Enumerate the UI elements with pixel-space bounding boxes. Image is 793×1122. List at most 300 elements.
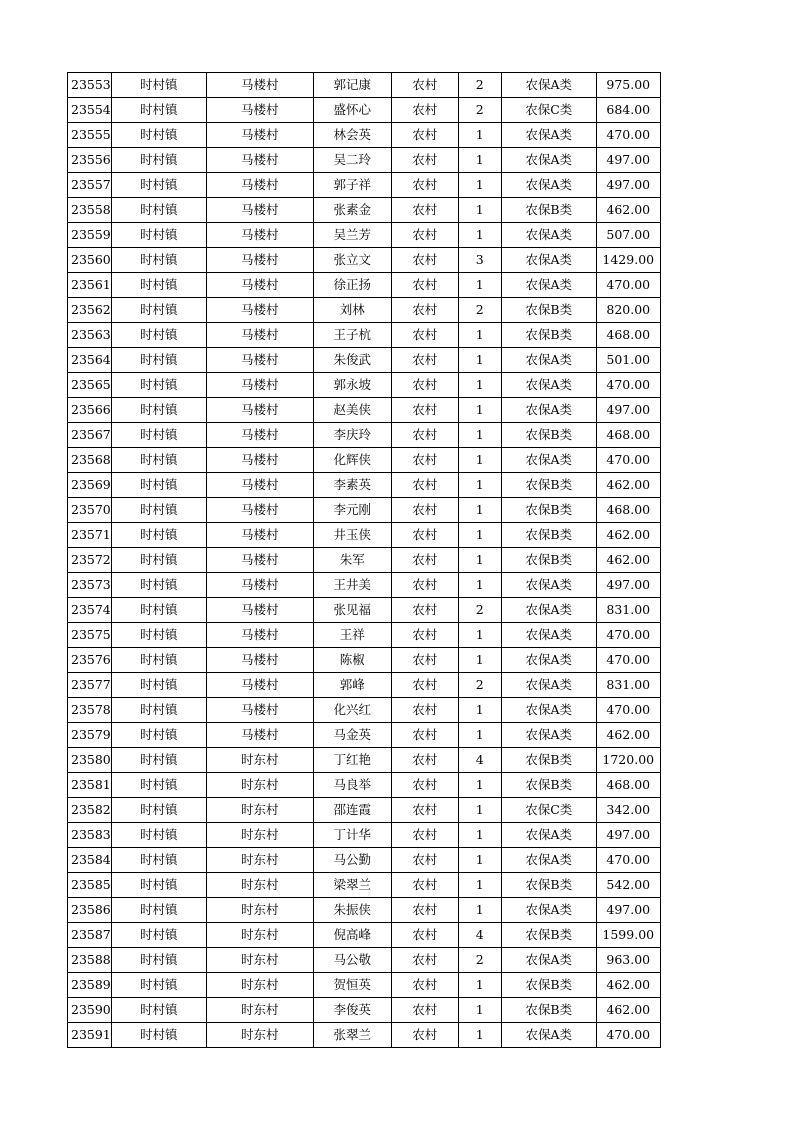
cell-category: 农保A类 xyxy=(501,1023,596,1048)
cell-area-type: 农村 xyxy=(391,998,458,1023)
cell-record-id: 23567 xyxy=(68,423,112,448)
cell-area-type: 农村 xyxy=(391,623,458,648)
cell-household-count: 1 xyxy=(458,573,501,598)
cell-area-type: 农村 xyxy=(391,323,458,348)
cell-household-count: 2 xyxy=(458,298,501,323)
cell-area-type: 农村 xyxy=(391,373,458,398)
cell-household-count: 1 xyxy=(458,648,501,673)
cell-amount: 542.00 xyxy=(596,873,660,898)
cell-village: 马楼村 xyxy=(206,673,313,698)
cell-record-id: 23557 xyxy=(68,173,112,198)
cell-household-count: 1 xyxy=(458,873,501,898)
cell-village: 马楼村 xyxy=(206,323,313,348)
cell-town: 时村镇 xyxy=(111,348,206,373)
cell-village: 时东村 xyxy=(206,973,313,998)
cell-amount: 462.00 xyxy=(596,548,660,573)
cell-category: 农保A类 xyxy=(501,673,596,698)
cell-name: 王井美 xyxy=(313,573,391,598)
cell-household-count: 1 xyxy=(458,373,501,398)
cell-village: 时东村 xyxy=(206,948,313,973)
table-row xyxy=(68,73,661,98)
cell-category: 农保A类 xyxy=(501,123,596,148)
cell-category: 农保A类 xyxy=(501,723,596,748)
cell-town: 时村镇 xyxy=(111,323,206,348)
cell-village: 马楼村 xyxy=(206,523,313,548)
cell-area-type: 农村 xyxy=(391,823,458,848)
cell-area-type: 农村 xyxy=(391,173,458,198)
cell-category: 农保B类 xyxy=(501,548,596,573)
cell-amount: 497.00 xyxy=(596,573,660,598)
cell-household-count: 2 xyxy=(458,98,501,123)
cell-amount: 470.00 xyxy=(596,623,660,648)
cell-name: 李元刚 xyxy=(313,498,391,523)
cell-name: 张立文 xyxy=(313,248,391,273)
cell-amount: 468.00 xyxy=(596,423,660,448)
cell-category: 农保A类 xyxy=(501,448,596,473)
cell-name: 徐正扬 xyxy=(313,273,391,298)
cell-category: 农保B类 xyxy=(501,923,596,948)
cell-area-type: 农村 xyxy=(391,673,458,698)
cell-area-type: 农村 xyxy=(391,73,458,98)
cell-category: 农保A类 xyxy=(501,398,596,423)
cell-village: 时东村 xyxy=(206,848,313,873)
cell-category: 农保A类 xyxy=(501,348,596,373)
cell-village: 时东村 xyxy=(206,1023,313,1048)
cell-town: 时村镇 xyxy=(111,923,206,948)
cell-area-type: 农村 xyxy=(391,748,458,773)
cell-record-id: 23585 xyxy=(68,873,112,898)
cell-amount: 497.00 xyxy=(596,898,660,923)
cell-name: 李素英 xyxy=(313,473,391,498)
cell-area-type: 农村 xyxy=(391,923,458,948)
cell-household-count: 1 xyxy=(458,123,501,148)
cell-area-type: 农村 xyxy=(391,898,458,923)
cell-record-id: 23587 xyxy=(68,923,112,948)
table-row xyxy=(68,648,661,673)
cell-amount: 470.00 xyxy=(596,848,660,873)
table-row xyxy=(68,623,661,648)
cell-amount: 497.00 xyxy=(596,173,660,198)
cell-name: 郭记康 xyxy=(313,73,391,98)
cell-town: 时村镇 xyxy=(111,298,206,323)
table-row xyxy=(68,948,661,973)
cell-name: 郭峰 xyxy=(313,673,391,698)
cell-household-count: 1 xyxy=(458,173,501,198)
cell-household-count: 1 xyxy=(458,548,501,573)
cell-household-count: 1 xyxy=(458,473,501,498)
cell-town: 时村镇 xyxy=(111,648,206,673)
cell-household-count: 1 xyxy=(458,723,501,748)
cell-record-id: 23565 xyxy=(68,373,112,398)
cell-name: 朱军 xyxy=(313,548,391,573)
cell-town: 时村镇 xyxy=(111,998,206,1023)
cell-area-type: 农村 xyxy=(391,448,458,473)
cell-name: 邵连霞 xyxy=(313,798,391,823)
cell-town: 时村镇 xyxy=(111,798,206,823)
cell-category: 农保B类 xyxy=(501,523,596,548)
cell-category: 农保B类 xyxy=(501,973,596,998)
table-row xyxy=(68,373,661,398)
cell-village: 马楼村 xyxy=(206,448,313,473)
cell-village: 马楼村 xyxy=(206,298,313,323)
cell-name: 贺恒英 xyxy=(313,973,391,998)
cell-town: 时村镇 xyxy=(111,148,206,173)
cell-area-type: 农村 xyxy=(391,598,458,623)
cell-category: 农保A类 xyxy=(501,223,596,248)
cell-area-type: 农村 xyxy=(391,973,458,998)
cell-name: 马公敬 xyxy=(313,948,391,973)
cell-household-count: 1 xyxy=(458,773,501,798)
cell-household-count: 1 xyxy=(458,848,501,873)
cell-category: 农保A类 xyxy=(501,898,596,923)
cell-town: 时村镇 xyxy=(111,623,206,648)
cell-category: 农保B类 xyxy=(501,323,596,348)
cell-amount: 831.00 xyxy=(596,598,660,623)
cell-household-count: 1 xyxy=(458,398,501,423)
cell-village: 时东村 xyxy=(206,873,313,898)
cell-household-count: 1 xyxy=(458,998,501,1023)
cell-record-id: 23582 xyxy=(68,798,112,823)
table-row xyxy=(68,498,661,523)
cell-household-count: 1 xyxy=(458,523,501,548)
cell-area-type: 农村 xyxy=(391,548,458,573)
cell-amount: 462.00 xyxy=(596,473,660,498)
table-row xyxy=(68,723,661,748)
cell-category: 农保B类 xyxy=(501,748,596,773)
cell-amount: 470.00 xyxy=(596,648,660,673)
cell-name: 王祥 xyxy=(313,623,391,648)
cell-category: 农保B类 xyxy=(501,298,596,323)
cell-village: 马楼村 xyxy=(206,223,313,248)
cell-name: 吴二玲 xyxy=(313,148,391,173)
cell-household-count: 1 xyxy=(458,273,501,298)
cell-name: 李俊英 xyxy=(313,998,391,1023)
cell-household-count: 2 xyxy=(458,598,501,623)
cell-category: 农保B类 xyxy=(501,198,596,223)
cell-category: 农保C类 xyxy=(501,98,596,123)
cell-amount: 1720.00 xyxy=(596,748,660,773)
table-row xyxy=(68,123,661,148)
cell-name: 朱俊武 xyxy=(313,348,391,373)
cell-village: 马楼村 xyxy=(206,73,313,98)
cell-name: 郭子祥 xyxy=(313,173,391,198)
cell-name: 马良举 xyxy=(313,773,391,798)
cell-town: 时村镇 xyxy=(111,1023,206,1048)
cell-village: 马楼村 xyxy=(206,423,313,448)
cell-record-id: 23568 xyxy=(68,448,112,473)
table-row xyxy=(68,173,661,198)
cell-household-count: 1 xyxy=(458,498,501,523)
cell-record-id: 23584 xyxy=(68,848,112,873)
cell-village: 马楼村 xyxy=(206,148,313,173)
cell-household-count: 1 xyxy=(458,623,501,648)
cell-household-count: 1 xyxy=(458,148,501,173)
cell-amount: 963.00 xyxy=(596,948,660,973)
cell-town: 时村镇 xyxy=(111,573,206,598)
cell-record-id: 23574 xyxy=(68,598,112,623)
table-row xyxy=(68,873,661,898)
cell-category: 农保A类 xyxy=(501,698,596,723)
table-row xyxy=(68,298,661,323)
cell-village: 时东村 xyxy=(206,998,313,1023)
cell-amount: 820.00 xyxy=(596,298,660,323)
cell-town: 时村镇 xyxy=(111,698,206,723)
cell-record-id: 23573 xyxy=(68,573,112,598)
cell-town: 时村镇 xyxy=(111,948,206,973)
cell-amount: 468.00 xyxy=(596,498,660,523)
cell-category: 农保B类 xyxy=(501,773,596,798)
cell-record-id: 23581 xyxy=(68,773,112,798)
cell-town: 时村镇 xyxy=(111,398,206,423)
table-row xyxy=(68,473,661,498)
table-row xyxy=(68,598,661,623)
cell-record-id: 23579 xyxy=(68,723,112,748)
cell-village: 马楼村 xyxy=(206,498,313,523)
cell-amount: 497.00 xyxy=(596,823,660,848)
cell-category: 农保B类 xyxy=(501,498,596,523)
cell-record-id: 23554 xyxy=(68,98,112,123)
cell-village: 马楼村 xyxy=(206,248,313,273)
cell-record-id: 23564 xyxy=(68,348,112,373)
cell-village: 时东村 xyxy=(206,748,313,773)
table-row xyxy=(68,1023,661,1048)
cell-category: 农保B类 xyxy=(501,998,596,1023)
cell-town: 时村镇 xyxy=(111,598,206,623)
table-row xyxy=(68,848,661,873)
cell-area-type: 农村 xyxy=(391,848,458,873)
cell-household-count: 3 xyxy=(458,248,501,273)
cell-name: 马金英 xyxy=(313,723,391,748)
cell-record-id: 23570 xyxy=(68,498,112,523)
table-row xyxy=(68,823,661,848)
cell-amount: 1599.00 xyxy=(596,923,660,948)
cell-town: 时村镇 xyxy=(111,823,206,848)
cell-town: 时村镇 xyxy=(111,373,206,398)
table-row xyxy=(68,323,661,348)
cell-amount: 462.00 xyxy=(596,523,660,548)
cell-record-id: 23555 xyxy=(68,123,112,148)
cell-area-type: 农村 xyxy=(391,423,458,448)
cell-village: 马楼村 xyxy=(206,173,313,198)
cell-category: 农保A类 xyxy=(501,173,596,198)
cell-village: 时东村 xyxy=(206,798,313,823)
cell-record-id: 23569 xyxy=(68,473,112,498)
cell-name: 倪高峰 xyxy=(313,923,391,948)
table-row xyxy=(68,748,661,773)
table-row xyxy=(68,673,661,698)
cell-village: 马楼村 xyxy=(206,348,313,373)
cell-household-count: 2 xyxy=(458,73,501,98)
cell-area-type: 农村 xyxy=(391,648,458,673)
cell-area-type: 农村 xyxy=(391,98,458,123)
cell-area-type: 农村 xyxy=(391,798,458,823)
cell-village: 马楼村 xyxy=(206,648,313,673)
cell-area-type: 农村 xyxy=(391,1023,458,1048)
cell-village: 时东村 xyxy=(206,773,313,798)
table-row xyxy=(68,348,661,373)
table-row xyxy=(68,223,661,248)
cell-town: 时村镇 xyxy=(111,448,206,473)
cell-area-type: 农村 xyxy=(391,198,458,223)
cell-town: 时村镇 xyxy=(111,273,206,298)
cell-household-count: 1 xyxy=(458,823,501,848)
cell-record-id: 23588 xyxy=(68,948,112,973)
cell-area-type: 农村 xyxy=(391,873,458,898)
cell-name: 丁红艳 xyxy=(313,748,391,773)
cell-amount: 470.00 xyxy=(596,1023,660,1048)
cell-amount: 501.00 xyxy=(596,348,660,373)
cell-town: 时村镇 xyxy=(111,98,206,123)
table-row xyxy=(68,573,661,598)
cell-name: 张素金 xyxy=(313,198,391,223)
cell-household-count: 1 xyxy=(458,223,501,248)
cell-name: 王子杭 xyxy=(313,323,391,348)
table-row xyxy=(68,898,661,923)
cell-record-id: 23571 xyxy=(68,523,112,548)
cell-household-count: 1 xyxy=(458,698,501,723)
table-row xyxy=(68,248,661,273)
cell-household-count: 1 xyxy=(458,798,501,823)
cell-area-type: 农村 xyxy=(391,298,458,323)
cell-area-type: 农村 xyxy=(391,523,458,548)
cell-area-type: 农村 xyxy=(391,473,458,498)
cell-category: 农保A类 xyxy=(501,848,596,873)
cell-town: 时村镇 xyxy=(111,723,206,748)
cell-area-type: 农村 xyxy=(391,223,458,248)
cell-area-type: 农村 xyxy=(391,398,458,423)
cell-town: 时村镇 xyxy=(111,748,206,773)
cell-household-count: 4 xyxy=(458,923,501,948)
cell-amount: 975.00 xyxy=(596,73,660,98)
cell-town: 时村镇 xyxy=(111,223,206,248)
cell-name: 盛怀心 xyxy=(313,98,391,123)
cell-amount: 462.00 xyxy=(596,723,660,748)
cell-village: 马楼村 xyxy=(206,598,313,623)
cell-village: 马楼村 xyxy=(206,98,313,123)
cell-record-id: 23558 xyxy=(68,198,112,223)
cell-name: 化辉侠 xyxy=(313,448,391,473)
cell-town: 时村镇 xyxy=(111,673,206,698)
cell-area-type: 农村 xyxy=(391,573,458,598)
cell-household-count: 4 xyxy=(458,748,501,773)
cell-name: 吴兰芳 xyxy=(313,223,391,248)
cell-amount: 342.00 xyxy=(596,798,660,823)
table-row xyxy=(68,773,661,798)
cell-household-count: 1 xyxy=(458,348,501,373)
cell-amount: 462.00 xyxy=(596,973,660,998)
cell-amount: 470.00 xyxy=(596,698,660,723)
cell-household-count: 1 xyxy=(458,323,501,348)
cell-household-count: 2 xyxy=(458,673,501,698)
cell-town: 时村镇 xyxy=(111,973,206,998)
cell-category: 农保A类 xyxy=(501,648,596,673)
table-row xyxy=(68,998,661,1023)
cell-name: 李庆玲 xyxy=(313,423,391,448)
cell-name: 林会英 xyxy=(313,123,391,148)
cell-town: 时村镇 xyxy=(111,473,206,498)
table-row xyxy=(68,273,661,298)
cell-record-id: 23561 xyxy=(68,273,112,298)
cell-town: 时村镇 xyxy=(111,123,206,148)
cell-town: 时村镇 xyxy=(111,498,206,523)
cell-town: 时村镇 xyxy=(111,73,206,98)
cell-town: 时村镇 xyxy=(111,198,206,223)
cell-category: 农保A类 xyxy=(501,823,596,848)
cell-village: 马楼村 xyxy=(206,473,313,498)
table-row xyxy=(68,98,661,123)
cell-town: 时村镇 xyxy=(111,248,206,273)
cell-name: 张翠兰 xyxy=(313,1023,391,1048)
cell-household-count: 1 xyxy=(458,973,501,998)
cell-record-id: 23583 xyxy=(68,823,112,848)
cell-amount: 507.00 xyxy=(596,223,660,248)
cell-area-type: 农村 xyxy=(391,348,458,373)
cell-village: 马楼村 xyxy=(206,573,313,598)
cell-town: 时村镇 xyxy=(111,423,206,448)
table-row xyxy=(68,423,661,448)
cell-category: 农保A类 xyxy=(501,273,596,298)
cell-amount: 497.00 xyxy=(596,148,660,173)
cell-town: 时村镇 xyxy=(111,173,206,198)
cell-household-count: 1 xyxy=(458,1023,501,1048)
cell-record-id: 23553 xyxy=(68,73,112,98)
cell-village: 马楼村 xyxy=(206,273,313,298)
cell-village: 马楼村 xyxy=(206,548,313,573)
cell-record-id: 23556 xyxy=(68,148,112,173)
cell-record-id: 23578 xyxy=(68,698,112,723)
cell-name: 梁翠兰 xyxy=(313,873,391,898)
cell-amount: 684.00 xyxy=(596,98,660,123)
table-row xyxy=(68,148,661,173)
cell-village: 时东村 xyxy=(206,923,313,948)
cell-village: 马楼村 xyxy=(206,398,313,423)
cell-village: 马楼村 xyxy=(206,723,313,748)
cell-village: 时东村 xyxy=(206,823,313,848)
cell-name: 井玉侠 xyxy=(313,523,391,548)
cell-area-type: 农村 xyxy=(391,248,458,273)
cell-amount: 1429.00 xyxy=(596,248,660,273)
cell-record-id: 23575 xyxy=(68,623,112,648)
cell-village: 马楼村 xyxy=(206,698,313,723)
cell-household-count: 1 xyxy=(458,423,501,448)
cell-record-id: 23572 xyxy=(68,548,112,573)
cell-record-id: 23591 xyxy=(68,1023,112,1048)
cell-category: 农保B类 xyxy=(501,423,596,448)
cell-area-type: 农村 xyxy=(391,723,458,748)
cell-record-id: 23563 xyxy=(68,323,112,348)
cell-category: 农保C类 xyxy=(501,798,596,823)
cell-record-id: 23576 xyxy=(68,648,112,673)
cell-record-id: 23577 xyxy=(68,673,112,698)
cell-amount: 470.00 xyxy=(596,448,660,473)
cell-category: 农保A类 xyxy=(501,598,596,623)
table-row xyxy=(68,973,661,998)
table-row xyxy=(68,698,661,723)
cell-town: 时村镇 xyxy=(111,873,206,898)
cell-category: 农保B类 xyxy=(501,473,596,498)
table-row xyxy=(68,523,661,548)
cell-record-id: 23560 xyxy=(68,248,112,273)
records-table-body xyxy=(68,73,661,1048)
cell-amount: 831.00 xyxy=(596,673,660,698)
cell-name: 马公勤 xyxy=(313,848,391,873)
cell-name: 张见福 xyxy=(313,598,391,623)
cell-record-id: 23590 xyxy=(68,998,112,1023)
cell-household-count: 1 xyxy=(458,198,501,223)
cell-record-id: 23562 xyxy=(68,298,112,323)
cell-area-type: 农村 xyxy=(391,148,458,173)
cell-record-id: 23586 xyxy=(68,898,112,923)
